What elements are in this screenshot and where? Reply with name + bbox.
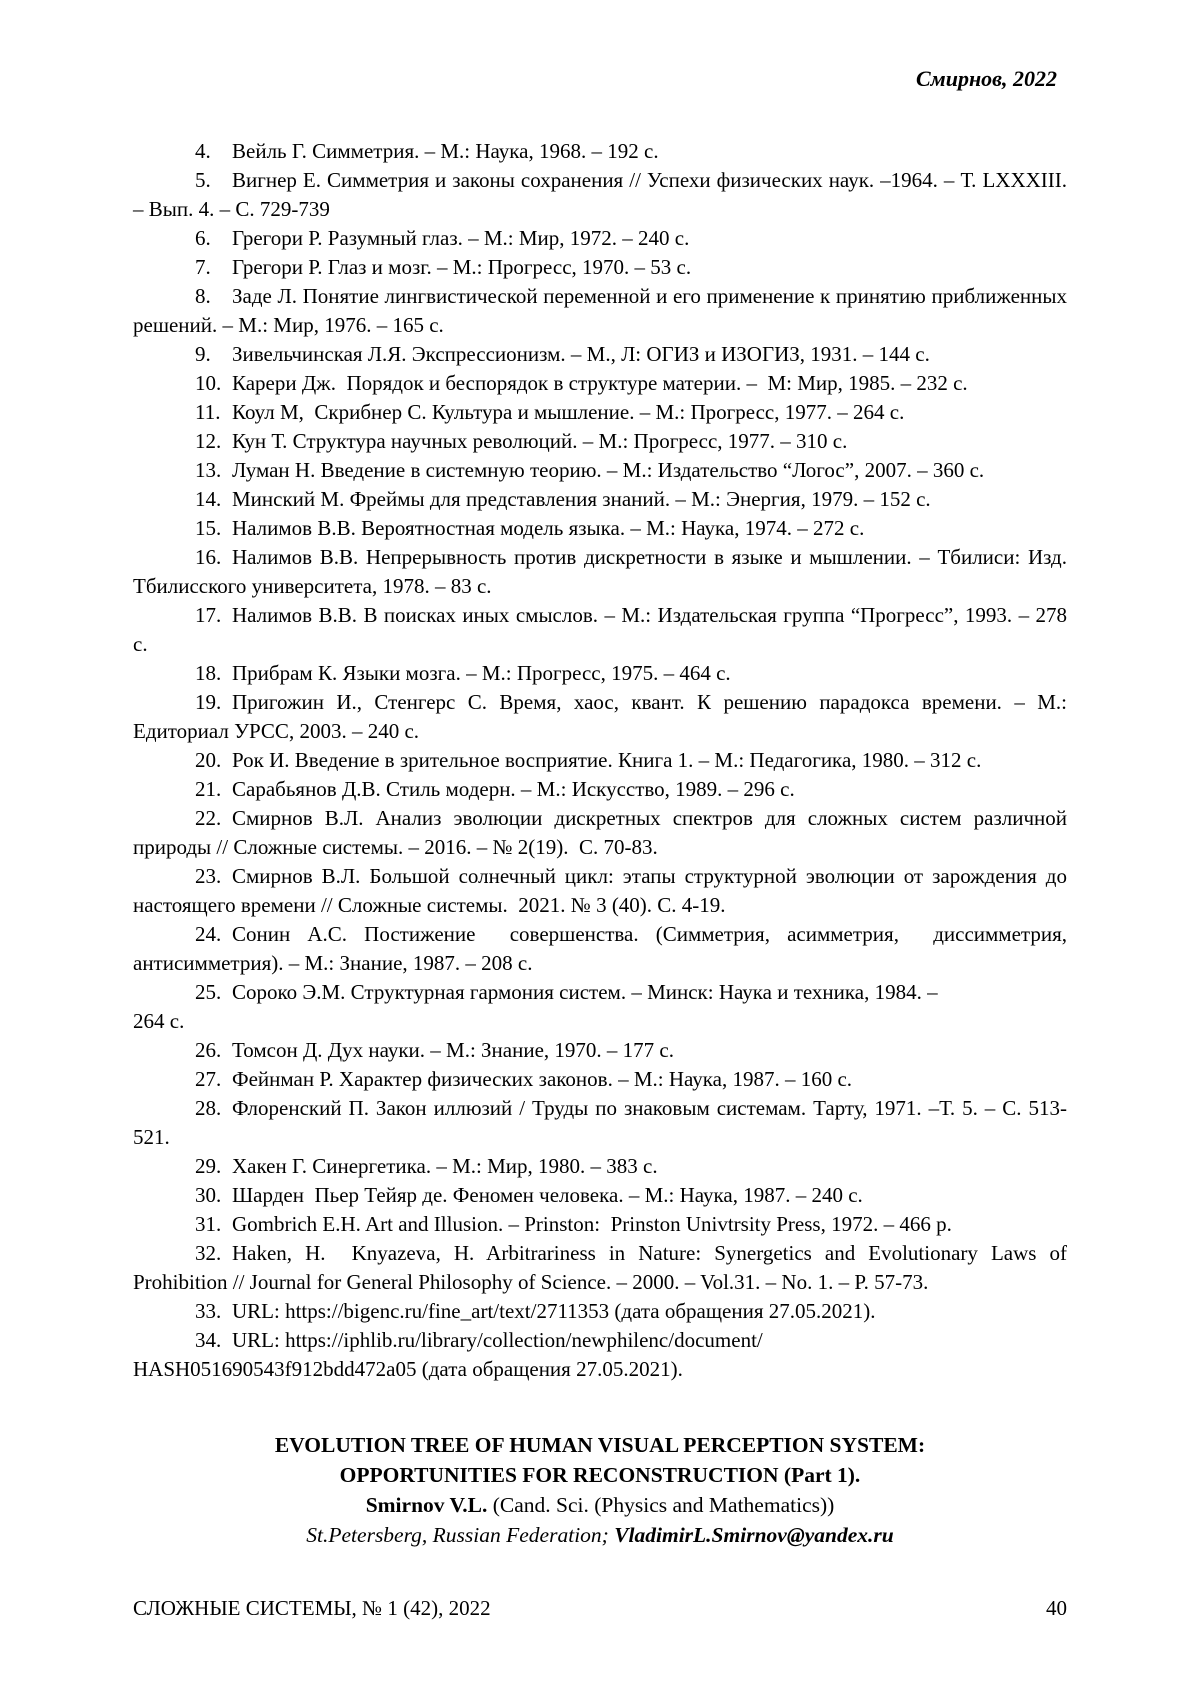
reference-number: 10. [195, 371, 222, 395]
reference-text: Сонин А.С. Постижение совершенства. (Симметрия, асимметрия, диссимметрия, антисимметрия). – М.: Знание, 1987. – 208 с. [133, 922, 1073, 975]
reference-text: Хакен Г. Синергетика. – М.: Мир, 1980. – 383 с. [232, 1154, 658, 1178]
reference-text: Грегори Р. Разумный глаз. – М.: Мир, 1972. – 240 с. [232, 226, 690, 250]
reference-text: Томсон Д. Дух науки. – М.: Знание, 1970. – 177 с. [232, 1038, 674, 1062]
reference-item [133, 253, 1067, 282]
reference-item [133, 137, 1067, 166]
reference-item [133, 456, 1067, 485]
reference-number: 7. [195, 255, 211, 279]
reference-number: 9. [195, 342, 211, 366]
article-affiliation-line [133, 1520, 1067, 1550]
reference-number: 27. [195, 1067, 222, 1091]
reference-text: Карери Дж. Порядок и беспорядок в структуре материи. – М: Мир, 1985. – 232 с. [232, 371, 968, 395]
reference-text: Зивельчинская Л.Я. Экспрессионизм. – М., Л: ОГИЗ и ИЗОГИЗ, 1931. – 144 с. [232, 342, 930, 366]
reference-item [133, 282, 1073, 340]
reference-item [133, 1152, 1067, 1181]
reference-number: 16. [195, 545, 222, 569]
reference-number: 4. [195, 139, 211, 163]
reference-text: Налимов В.В. Непрерывность против дискретности в языке и мышлении. – Тбилиси: Изд. Тбилисского университета, 1978. – 83 с. [133, 545, 1073, 598]
page-number: 40 [1046, 1596, 1067, 1620]
reference-text: Коул М, Скрибнер С. Культура и мышление. – М.: Прогресс, 1977. – 264 с. [232, 400, 905, 424]
reference-item [133, 978, 1067, 1036]
article-title-line-2: OPPORTUNITIES FOR RECONSTRUCTION (Part 1). [339, 1463, 861, 1487]
reference-number: 31. [195, 1212, 222, 1236]
article-author-line [133, 1490, 1067, 1520]
page-footer [133, 1594, 1067, 1623]
reference-number: 18. [195, 661, 222, 685]
reference-number: 32. [195, 1241, 222, 1265]
reference-text: Рок И. Введение в зрительное восприятие. Книга 1. – М.: Педагогика, 1980. – 312 с. [232, 748, 982, 772]
reference-item [133, 340, 1067, 369]
reference-text: URL: https://iphlib.ru/library/collection/newphilenc/document/ HASH051690543f912bdd472a05 (дата обращения 27.05.2021). [133, 1328, 763, 1381]
reference-text: Флоренский П. Закон иллюзий / Труды по знаковым системам. Тарту, 1971. –Т. 5. – С. 513-521. [133, 1096, 1067, 1149]
reference-number: 13. [195, 458, 222, 482]
reference-number: 21. [195, 777, 222, 801]
reference-item [133, 1326, 1067, 1384]
reference-text: Кун Т. Структура научных революций. – М.: Прогресс, 1977. – 310 с. [232, 429, 848, 453]
author-email: VladimirL.Smirnov@yandex.ru [614, 1523, 894, 1547]
reference-text: Фейнман Р. Характер физических законов. – М.: Наука, 1987. – 160 с. [232, 1067, 853, 1091]
reference-number: 26. [195, 1038, 222, 1062]
reference-item [133, 1181, 1067, 1210]
reference-text: Шарден Пьер Тейяр де. Феномен человека. – М.: Наука, 1987. – 240 с. [232, 1183, 863, 1207]
reference-text: Прибрам К. Языки мозга. – М.: Прогресс, 1975. – 464 с. [232, 661, 731, 685]
reference-item [133, 804, 1073, 862]
reference-item [133, 601, 1073, 659]
reference-item [133, 920, 1073, 978]
article-title-block [133, 1430, 1067, 1550]
author-name: Smirnov V.L. [365, 1493, 488, 1517]
reference-item [133, 1239, 1073, 1297]
reference-text: Сороко Э.М. Структурная гармония систем. – Минск: Наука и техника, 1984. – 264 с. [133, 980, 938, 1033]
reference-number: 23. [195, 864, 222, 888]
reference-item [133, 775, 1067, 804]
reference-item [133, 862, 1073, 920]
reference-text: Грегори Р. Глаз и мозг. – М.: Прогресс, 1970. – 53 с. [232, 255, 692, 279]
reference-number: 12. [195, 429, 222, 453]
reference-item [133, 688, 1073, 746]
reference-number: 33. [195, 1299, 222, 1323]
reference-text: Налимов В.В. В поисках иных смыслов. – М.: Издательская группа “Прогресс”, 1993. – 278 с. [133, 603, 1073, 656]
reference-item [133, 485, 1067, 514]
reference-text: Сарабьянов Д.В. Стиль модерн. – М.: Искусство, 1989. – 296 с. [232, 777, 795, 801]
reference-item [133, 1065, 1067, 1094]
reference-text: Пригожин И., Стенгерс С. Время, хаос, квант. К решению парадокса времени. – М.: Едиториал УРСС, 2003. – 240 с. [133, 690, 1073, 743]
reference-number: 24. [195, 922, 222, 946]
reference-item [133, 1210, 1067, 1239]
reference-text: Налимов В.В. Вероятностная модель языка. – М.: Наука, 1974. – 272 с. [232, 516, 865, 540]
reference-item [133, 1094, 1067, 1152]
running-header: Смирнов, 2022 [915, 66, 1057, 91]
reference-number: 6. [195, 226, 211, 250]
journal-footer: СЛОЖНЫЕ СИСТЕМЫ, № 1 (42), 2022 [133, 1596, 491, 1620]
reference-text: Смирнов В.Л. Большой солнечный цикл: этапы структурной эволюции от зарождения до настоящего времени // Сложные системы. 2021. № 3 (40). С. 4-19. [133, 864, 1073, 917]
reference-text: Заде Л. Понятие лингвистической переменной и его применение к принятию приближенных решений. – М.: Мир, 1976. – 165 с. [133, 284, 1073, 337]
reference-item [133, 398, 1067, 427]
reference-number: 15. [195, 516, 222, 540]
reference-text: Вигнер Е. Симметрия и законы сохранения // Успехи физических наук. –1964. – Т. LXXXIII. – Вып. 4. – С. 729-739 [133, 168, 1073, 221]
reference-number: 28. [195, 1096, 222, 1120]
reference-text: Минский М. Фреймы для представления знаний. – М.: Энергия, 1979. – 152 с. [232, 487, 931, 511]
reference-number: 17. [195, 603, 222, 627]
reference-number: 25. [195, 980, 222, 1004]
reference-number: 8. [195, 284, 211, 308]
reference-number: 30. [195, 1183, 222, 1207]
reference-number: 34. [195, 1328, 222, 1352]
reference-text: Haken, H. Knyazeva, H. Arbitrariness in Nature: Synergetics and Evolutionary Laws of Prohibition // Journal for General Philosophy of Science. – 2000. – Vol.31. – No. 1. – P. 57-73. [133, 1241, 1073, 1294]
reference-number: 29. [195, 1154, 222, 1178]
reference-item [133, 746, 1067, 775]
reference-text: Вейль Г. Симметрия. – М.: Наука, 1968. – 192 с. [232, 139, 659, 163]
article-title-line-1: EVOLUTION TREE OF HUMAN VISUAL PERCEPTION SYSTEM: [274, 1433, 926, 1457]
reference-number: 14. [195, 487, 222, 511]
reference-item [133, 427, 1067, 456]
reference-item [133, 659, 1067, 688]
reference-text: Луман Н. Введение в системную теорию. – М.: Издательство “Логос”, 2007. – 360 с. [232, 458, 985, 482]
reference-item [133, 369, 1067, 398]
reference-number: 5. [195, 168, 211, 192]
reference-item [133, 224, 1067, 253]
reference-text: URL: https://bigenc.ru/fine_art/text/2711353 (дата обращения 27.05.2021). [232, 1299, 876, 1323]
reference-item [133, 1297, 1067, 1326]
reference-item [133, 166, 1073, 224]
reference-number: 11. [195, 400, 221, 424]
author-degree: (Cand. Sci. (Physics and Mathematics)) [487, 1493, 835, 1517]
reference-item [133, 1036, 1067, 1065]
reference-number: 22. [195, 806, 222, 830]
reference-item [133, 543, 1073, 601]
reference-list [133, 137, 1073, 1384]
reference-text: Смирнов В.Л. Анализ эволюции дискретных спектров для сложных систем различной природы // Сложные системы. – 2016. – № 2(19). С. 70-83. [133, 806, 1073, 859]
reference-number: 20. [195, 748, 222, 772]
reference-item [133, 514, 1067, 543]
affiliation-text: St.Petersberg, Russian Federation; [306, 1523, 615, 1547]
reference-number: 19. [195, 690, 222, 714]
reference-text: Gombrich E.H. Art and Illusion. – Prinston: Prinston Univtrsity Press, 1972. – 466 p. [232, 1212, 952, 1236]
